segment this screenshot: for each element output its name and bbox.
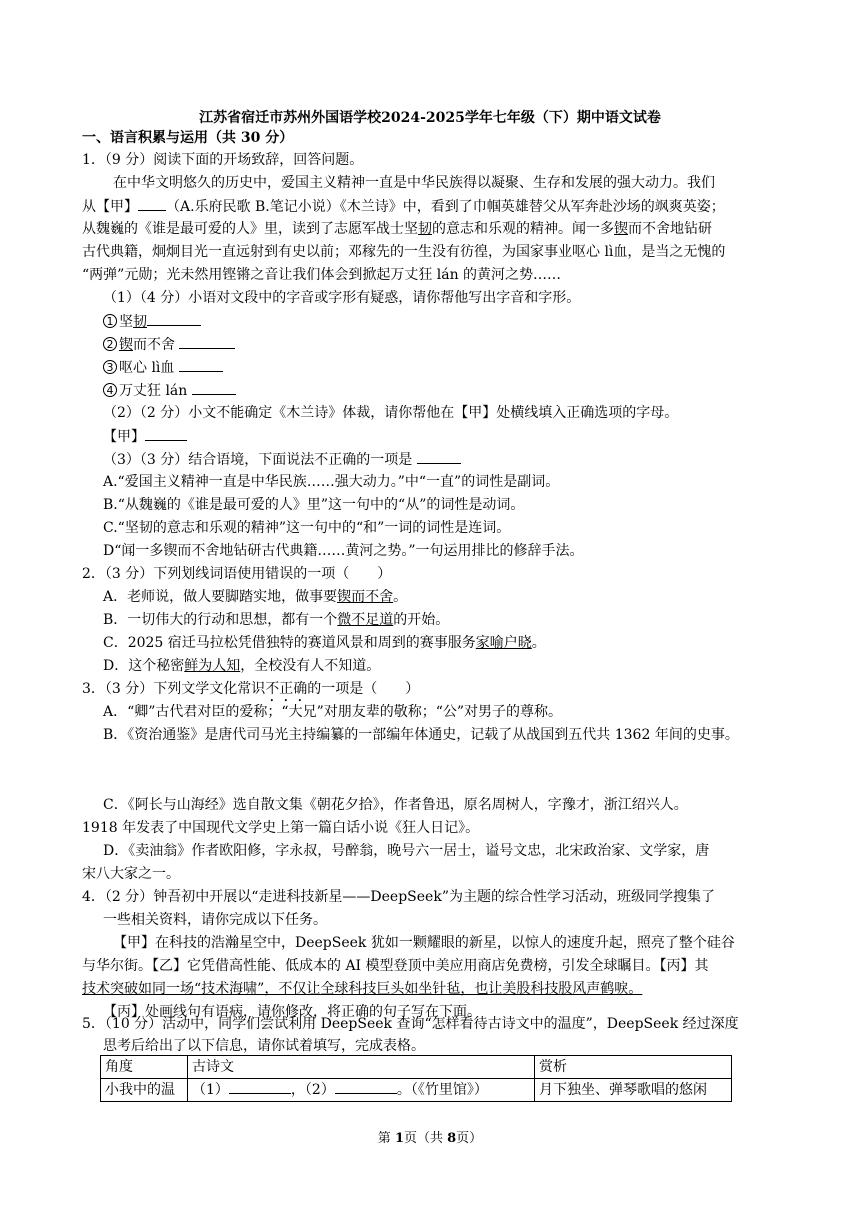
q4-heading: 4．（2 分）钟吾初中开展以“走进科技新星——DeepSeek”为主题的综合性学习活动，班级同学搜集了 (82, 889, 715, 905)
option: C．《阿长与山海经》选自散文集《朝花夕拾》，作者鲁迅，原名周树人，字豫才，浙江绍兴人。 (103, 797, 688, 813)
option: D．这个秘密鲜为人知，全校没有人不知道。 (103, 658, 381, 674)
q4-heading-continued: 一些相关资料，请你完成以下任务。 (103, 912, 327, 928)
q3-heading: 3．（3 分）下列文学文化常识不正确的一项是（ ） (82, 681, 420, 697)
q1-item: 1 坚韧 (103, 311, 201, 332)
circled-number: 1 (103, 314, 117, 328)
circled-number: 4 (103, 383, 117, 397)
option: B．《资治通鉴》是唐代司马光主持编纂的一部编年体通史，记载了从战国到五代共 1362 年间的史事。 (103, 727, 739, 743)
jia-blank[interactable] (138, 196, 166, 211)
option: A．老师说，做人要脚踏实地，做事要锲而不舍。 (103, 589, 408, 605)
q1-passage-line: “两弹”元勋；光未然用铿锵之音让我们体会到掀起万丈狂 lán 的黄河之势…… (82, 267, 562, 283)
table-cell: 月下独坐、弹琴歌唱的悠闲 (535, 1079, 732, 1102)
answer-table (100, 1055, 732, 1102)
q1-item: 2 锲而不舍 (103, 334, 235, 355)
table-header: 赏析 (535, 1056, 732, 1079)
q1-passage-line: 从【甲】 （A.乐府民歌 B.笔记小说）《木兰诗》中，看到了巾帼英雄替父从军奔赴沙场的飒爽英姿； (82, 196, 725, 217)
answer-blank[interactable] (179, 357, 223, 372)
table-header: 角度 (101, 1056, 188, 1079)
option: A.“爱国主义精神一直是中华民族……强大动力。”中“一直”的词性是副词。 (103, 474, 560, 490)
answer-blank[interactable] (229, 1079, 291, 1094)
section-heading: 一、语言积累与运用（共 30 分） (82, 130, 294, 146)
q1-passage-line: 古代典籍，炯炯目光一直远射到有史以前；邓稼先的一生没有彷徨，为国家事业呕心 lì血，是当之无愧的 (82, 244, 726, 260)
q5-heading-continued: 思考后给出了以下信息，请你试着填写，完成表格。 (103, 1038, 425, 1054)
option: A．“卿”古代君对臣的爱称；“大兄”对朋友辈的敬称；“公”对男子的尊称。 (103, 704, 563, 720)
q4-passage-line: 技术突破如同一场“技术海啸”，不仅让全球科技巨头如坐针毡，也让美股科技股风声鹤唳。 (82, 981, 643, 997)
q1-sub2-answer: 【甲】 (103, 426, 187, 447)
option: B.“从魏巍的《谁是最可爱的人》里”这一句中的“从”的词性是动词。 (103, 497, 525, 513)
table-header-row (101, 1056, 732, 1079)
option: D．《卖油翁》作者欧阳修，字永叔，号醉翁，晚号六一居士，谥号文忠，北宋政治家、文学家，唐 (103, 843, 710, 859)
table-header: 古诗文 (188, 1056, 535, 1079)
circled-number: 3 (103, 360, 117, 374)
page-footer: 第 1页（共 8页） (377, 1131, 483, 1146)
answer-blank[interactable] (145, 426, 187, 441)
option: B．一切伟大的行动和思想，都有一个微不足道的开始。 (103, 612, 450, 628)
q1-heading: 1．（9 分）阅读下面的开场致辞，回答问题。 (82, 152, 364, 168)
table-cell: （1） ，（2） 。（《竹里馆》） (188, 1079, 535, 1102)
answer-blank[interactable] (192, 380, 236, 395)
option: C．2025 宿迁马拉松凭借独特的赛道风景和周到的赛事服务家喻户晓。 (103, 635, 546, 651)
q1-passage-line: 从魏巍的《谁是最可爱的人》里，读到了志愿军战士坚韧的意志和乐观的精神。闻一多锲而不舍地钻研 (82, 221, 712, 237)
exam-title: 江苏省宿迁市苏州外国语学校2024-2025学年七年级（下）期中语文试卷 (199, 110, 661, 126)
option-continued: 1918 年发表了中国现代文学史上第一篇白话小说《狂人日记》。 (82, 820, 480, 836)
q1-sub2: （2）（2 分）小文不能确定《木兰诗》体裁，请你帮他在【甲】处横线填入正确选项的字母。 (103, 405, 679, 421)
q1-passage-line: 在中华文明悠久的历史中，爱国主义精神一直是中华民族得以凝聚、生存和发展的强大动力。我们 (113, 175, 715, 191)
q2-heading: 2．（3 分）下列划线词语使用错误的一项（ ） (82, 566, 392, 582)
q5-heading: 5．（10 分）活动中，同学们尝试利用 DeepSeek 查询“怎样看待古诗文中的温度”，DeepSeek 经过深度 (82, 1016, 739, 1032)
q1-sub3: （3）（3 分）结合语境，下面说法不正确的一项是 (103, 449, 461, 470)
answer-blank[interactable] (147, 311, 201, 326)
circled-number: 2 (103, 337, 117, 351)
q4-passage-line: 与华尔街。【乙】它凭借高性能、低成本的 AI 模型登顶中美应用商店免费榜，引发全球瞩目。【丙】其 (82, 958, 709, 974)
option: D“闻一多锲而不舍地钻研古代典籍……黄河之势。”一句运用排比的修辞手法。 (103, 543, 584, 559)
q4-passage-line: 【甲】在科技的浩瀚星空中，DeepSeek 犹如一颗耀眼的新星，以惊人的速度升起，照亮了整个硅谷 (113, 935, 735, 951)
answer-blank[interactable] (179, 334, 235, 349)
q1-item: 3 呕心 lì血 (103, 357, 223, 378)
answer-blank[interactable] (417, 449, 461, 464)
option: C.“坚韧的意志和乐观的精神”这一句中的“和”一词的词性是连词。 (103, 520, 511, 536)
table-row (101, 1079, 732, 1102)
q4-task: 【丙】处画线句有语病，请你修改，将正确的句子写在下面。 (103, 1004, 481, 1020)
q1-item: 4 万丈狂 lán (103, 380, 236, 401)
answer-blank[interactable] (335, 1079, 397, 1094)
table-cell: 小我中的温 (101, 1079, 188, 1102)
q1-sub1: （1）（4 分）小语对文段中的字音或字形有疑惑，请你帮他写出字音和字形。 (103, 290, 581, 306)
option-continued: 宋八大家之一。 (82, 866, 180, 882)
